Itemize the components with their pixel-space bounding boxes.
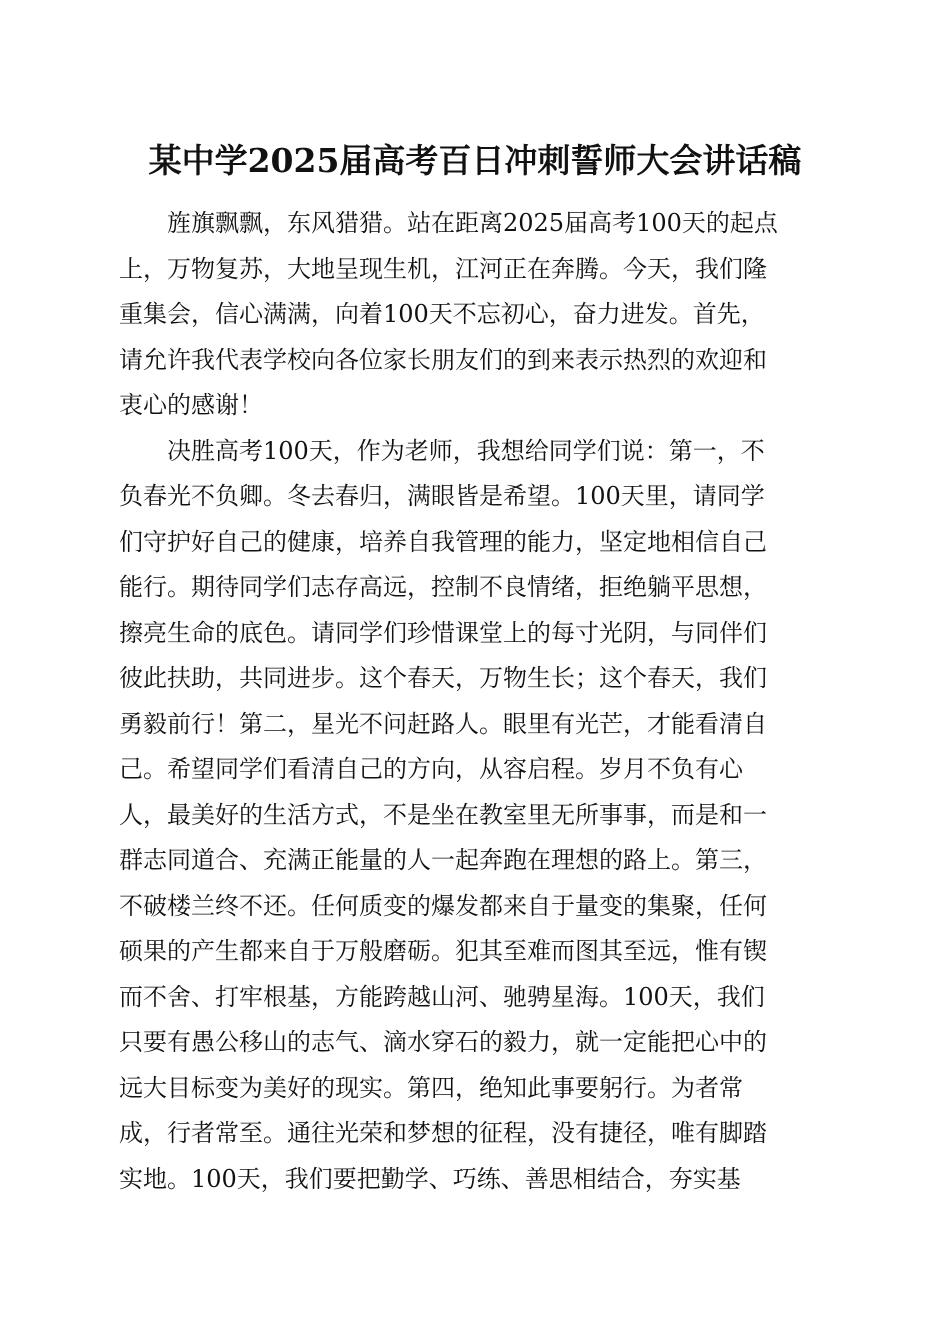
text-line: 成，行者常至。通往光荣和梦想的征程，没有捷径，唯有脚踏: [119, 1119, 767, 1147]
text-line: 而不舍、打牢根基，方能跨越山河、驰骋星海。100天，我们: [119, 982, 765, 1011]
text-line: 不破楼兰终不还。任何质变的爆发都来自于量变的集聚，任何: [119, 891, 767, 920]
text-line: 上，万物复苏，大地呈现生机，江河正在奔腾。今天，我们隆: [119, 254, 767, 283]
text-line: 能行。期待同学们志存高远，控制不良情绪，拒绝躺平思想，: [119, 573, 767, 601]
text-line: 重集会，信心满满，向着100天不忘初心，奋力进发。首先，: [119, 300, 765, 328]
text-line: 人，最美好的生活方式，不是坐在教室里无所事事，而是和一: [119, 800, 767, 829]
text-line: 勇毅前行！第二，星光不问赶路人。眼里有光芒，才能看清自: [119, 709, 767, 738]
text-line: 己。希望同学们看清自己的方向，从容启程。岁月不负有心: [119, 755, 743, 783]
text-line: 衷心的感谢！: [119, 391, 263, 419]
text-line: 决胜高考100天，作为老师，我想给同学们说：第一，不: [119, 436, 765, 465]
paragraph-welcome: [119, 201, 816, 429]
text-line: 请允许我代表学校向各位家长朋友们的到来表示热烈的欢迎和: [119, 345, 767, 374]
text-line: 旌旗飘飘，东风猎猎。站在距离2025届高考100天的起点: [119, 209, 778, 237]
text-line: 远大目标变为美好的现实。第四，绝知此事要躬行。为者常: [119, 1073, 743, 1102]
text-line: 实地。100天，我们要把勤学、巧练、善思相结合，夯实基: [119, 1164, 741, 1193]
document-body: [119, 201, 816, 1202]
text-line: 负春光不负卿。冬去春归，满眼皆是希望。100天里，请同学: [119, 482, 765, 510]
paragraph-advice: [119, 429, 816, 1203]
text-line: 擦亮生命的底色。请同学们珍惜课堂上的每寸光阴，与同伴们: [119, 618, 767, 647]
text-line: 彼此扶助，共同进步。这个春天，万物生长；这个春天，我们: [119, 664, 767, 692]
text-line: 群志同道合、充满正能量的人一起奔跑在理想的路上。第三，: [119, 846, 767, 874]
text-line: 硕果的产生都来自于万般磨砺。犯其至难而图其至远，惟有锲: [119, 937, 767, 965]
document-title: 某中学2025届高考百日冲刺誓师大会讲话稿: [148, 141, 802, 180]
text-line: 们守护好自己的健康，培养自我管理的能力，坚定地相信自己: [119, 527, 767, 556]
text-line: 只要有愚公移山的志气、滴水穿石的毅力，就一定能把心中的: [119, 1028, 767, 1056]
